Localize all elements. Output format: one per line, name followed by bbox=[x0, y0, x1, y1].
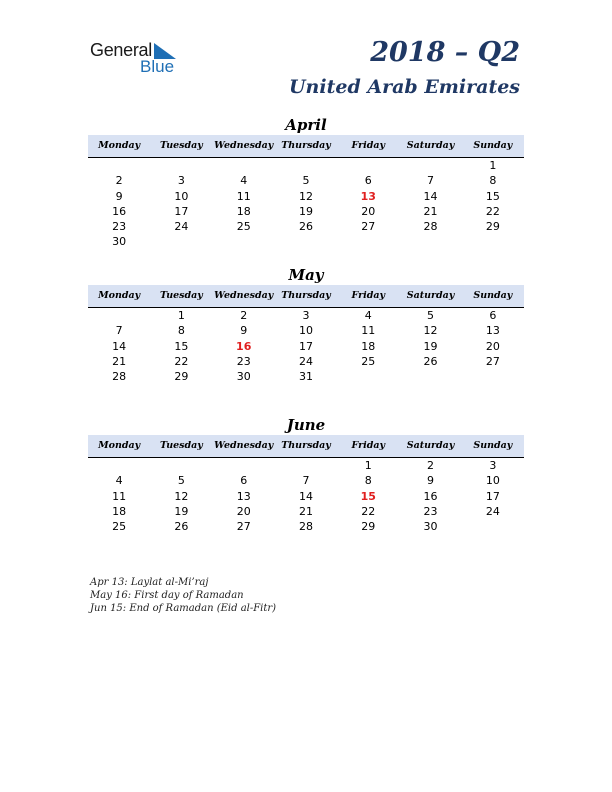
date-cell: 9 bbox=[240, 324, 248, 338]
weekday-label: Friday bbox=[351, 140, 386, 151]
date-cell: 16 bbox=[112, 204, 127, 218]
page-title: 2018 – Q2 bbox=[370, 37, 520, 68]
week-row bbox=[88, 158, 524, 173]
week-row bbox=[88, 354, 524, 369]
date-cell: 8 bbox=[489, 174, 497, 188]
date-cell: 27 bbox=[485, 354, 500, 368]
date-cell: 5 bbox=[177, 474, 185, 488]
date-cell: 17 bbox=[174, 204, 189, 218]
date-cell bbox=[337, 234, 399, 249]
month-title: April bbox=[285, 116, 327, 134]
date-cell: 23 bbox=[236, 354, 251, 368]
date-cell: 2 bbox=[240, 309, 248, 322]
week-row bbox=[88, 204, 524, 219]
date-cell: 19 bbox=[174, 504, 189, 518]
date-cell: 11 bbox=[236, 189, 251, 203]
date-cell: 4 bbox=[240, 174, 248, 188]
week-row bbox=[88, 189, 524, 204]
week-row bbox=[88, 173, 524, 188]
date-cell: 29 bbox=[174, 370, 189, 384]
week-row bbox=[88, 473, 524, 488]
date-cell: 18 bbox=[236, 204, 251, 218]
date-cell: 27 bbox=[236, 520, 251, 534]
week-row bbox=[88, 504, 524, 519]
date-cell: 20 bbox=[361, 204, 376, 218]
date-cell: 18 bbox=[112, 504, 127, 518]
date-cell bbox=[399, 234, 461, 249]
date-cell: 12 bbox=[174, 489, 189, 503]
weekday-label: Wednesday bbox=[214, 140, 274, 151]
date-cell: 30 bbox=[112, 235, 127, 249]
month-june bbox=[88, 415, 524, 534]
weekday-header bbox=[88, 135, 524, 158]
holiday-date: 13 bbox=[360, 189, 376, 203]
date-cell: 12 bbox=[423, 324, 438, 338]
date-cell: 11 bbox=[361, 324, 376, 338]
weekday-label: Thursday bbox=[281, 140, 331, 151]
date-cell: 5 bbox=[302, 174, 310, 188]
date-cell: 24 bbox=[485, 504, 500, 518]
week-row bbox=[88, 308, 524, 323]
weekday-header bbox=[88, 285, 524, 308]
date-cell: 28 bbox=[298, 520, 313, 534]
date-cell: 2 bbox=[115, 174, 123, 188]
weekday-label: Monday bbox=[98, 440, 141, 451]
date-cell: 29 bbox=[485, 220, 500, 234]
week-row bbox=[88, 339, 524, 354]
holiday-note: Jun 15: End of Ramadan (Eid al-Fitr) bbox=[90, 603, 277, 614]
weekday-header bbox=[88, 435, 524, 458]
date-cell bbox=[399, 158, 461, 173]
date-cell: 10 bbox=[485, 474, 500, 488]
date-cell: 30 bbox=[236, 370, 251, 384]
date-cell: 3 bbox=[177, 174, 185, 188]
date-cell: 14 bbox=[112, 339, 127, 353]
date-cell bbox=[462, 519, 524, 534]
date-cell: 12 bbox=[298, 189, 313, 203]
date-cell: 21 bbox=[423, 204, 438, 218]
date-cell: 24 bbox=[174, 220, 189, 234]
weekday-label: Saturday bbox=[406, 290, 455, 301]
date-cell: 4 bbox=[364, 309, 372, 322]
date-cell bbox=[213, 458, 275, 473]
holiday-date: 15 bbox=[360, 489, 376, 503]
date-cell: 6 bbox=[489, 309, 497, 322]
date-cell: 22 bbox=[174, 354, 189, 368]
date-cell: 20 bbox=[485, 339, 500, 353]
date-cell: 7 bbox=[302, 474, 310, 488]
date-cell: 20 bbox=[236, 504, 251, 518]
weekday-label: Tuesday bbox=[160, 290, 203, 301]
date-cell: 10 bbox=[174, 189, 189, 203]
date-cell bbox=[399, 369, 461, 384]
week-row bbox=[88, 519, 524, 534]
date-cell bbox=[150, 234, 212, 249]
date-cell: 18 bbox=[361, 339, 376, 353]
date-cell: 21 bbox=[112, 354, 127, 368]
weekday-label: Thursday bbox=[281, 440, 331, 451]
date-cell: 24 bbox=[298, 354, 313, 368]
weekday-label: Friday bbox=[351, 440, 386, 451]
date-cell bbox=[275, 234, 337, 249]
week-row bbox=[88, 489, 524, 504]
week-row bbox=[88, 369, 524, 384]
date-cell: 19 bbox=[298, 204, 313, 218]
date-cell: 23 bbox=[112, 220, 127, 234]
month-title: May bbox=[288, 266, 324, 284]
weekday-label: Wednesday bbox=[214, 440, 274, 451]
date-cell: 13 bbox=[485, 324, 500, 338]
weekday-label: Monday bbox=[98, 290, 141, 301]
date-cell: 1 bbox=[177, 309, 185, 322]
weekday-label: Friday bbox=[351, 290, 386, 301]
date-cell: 3 bbox=[302, 309, 310, 322]
date-cell: 5 bbox=[427, 309, 435, 322]
date-cell: 10 bbox=[298, 324, 313, 338]
date-cell: 1 bbox=[489, 159, 497, 172]
date-cell: 16 bbox=[423, 489, 438, 503]
holiday-note: Apr 13: Laylat al-Mi’raj bbox=[90, 577, 209, 588]
holiday-date: 16 bbox=[236, 339, 252, 353]
date-cell bbox=[337, 369, 399, 384]
logo-text-blue: Blue bbox=[140, 57, 175, 76]
logo bbox=[90, 40, 190, 76]
date-cell: 4 bbox=[115, 474, 123, 488]
weekday-label: Saturday bbox=[406, 440, 455, 451]
weekday-label: Wednesday bbox=[214, 290, 274, 301]
weekday-label: Thursday bbox=[281, 290, 331, 301]
date-cell: 27 bbox=[361, 220, 376, 234]
date-cell: 31 bbox=[298, 370, 313, 384]
date-cell: 21 bbox=[298, 504, 313, 518]
weekday-label: Saturday bbox=[406, 140, 455, 151]
date-cell: 17 bbox=[298, 339, 313, 353]
date-cell: 26 bbox=[174, 520, 189, 534]
date-cell: 22 bbox=[361, 504, 376, 518]
date-cell: 6 bbox=[364, 174, 372, 188]
date-cell: 26 bbox=[298, 220, 313, 234]
date-cell: 29 bbox=[361, 520, 376, 534]
date-cell: 9 bbox=[115, 189, 123, 203]
date-cell bbox=[150, 458, 212, 473]
date-cell: 13 bbox=[236, 489, 251, 503]
week-row bbox=[88, 234, 524, 249]
logo-text-general: General bbox=[90, 40, 152, 60]
date-cell bbox=[275, 158, 337, 173]
date-cell: 28 bbox=[112, 370, 127, 384]
date-cell: 3 bbox=[489, 459, 497, 472]
date-cell bbox=[88, 308, 150, 323]
date-cell: 11 bbox=[112, 489, 127, 503]
date-cell: 30 bbox=[423, 520, 438, 534]
date-cell: 8 bbox=[364, 474, 372, 488]
weekday-label: Sunday bbox=[473, 140, 513, 151]
week-row bbox=[88, 458, 524, 473]
weekday-label: Monday bbox=[98, 140, 141, 151]
date-cell bbox=[150, 158, 212, 173]
weekday-label: Sunday bbox=[473, 290, 513, 301]
week-row bbox=[88, 323, 524, 338]
date-cell: 14 bbox=[423, 189, 438, 203]
date-cell bbox=[88, 158, 150, 173]
month-may bbox=[88, 265, 524, 384]
date-cell: 6 bbox=[240, 474, 248, 488]
date-cell bbox=[462, 369, 524, 384]
date-cell bbox=[213, 234, 275, 249]
weekday-label: Sunday bbox=[473, 440, 513, 451]
date-cell: 28 bbox=[423, 220, 438, 234]
date-cell: 7 bbox=[115, 324, 123, 338]
date-cell: 17 bbox=[485, 489, 500, 503]
date-cell: 25 bbox=[361, 354, 376, 368]
date-cell: 8 bbox=[177, 324, 185, 338]
date-cell bbox=[337, 158, 399, 173]
holiday-note: May 16: First day of Ramadan bbox=[90, 590, 244, 601]
date-cell: 7 bbox=[427, 174, 435, 188]
page-subtitle: United Arab Emirates bbox=[288, 76, 520, 98]
date-cell: 15 bbox=[485, 189, 500, 203]
date-cell bbox=[462, 234, 524, 249]
date-cell: 23 bbox=[423, 504, 438, 518]
week-row bbox=[88, 219, 524, 234]
date-cell: 1 bbox=[364, 459, 372, 472]
date-cell: 26 bbox=[423, 354, 438, 368]
date-cell: 22 bbox=[485, 204, 500, 218]
month-april bbox=[88, 115, 524, 250]
date-cell bbox=[275, 458, 337, 473]
holiday-notes bbox=[90, 576, 276, 615]
weekday-label: Tuesday bbox=[160, 140, 203, 151]
month-title: June bbox=[286, 416, 326, 434]
date-cell: 15 bbox=[174, 339, 189, 353]
date-cell: 19 bbox=[423, 339, 438, 353]
date-cell: 25 bbox=[236, 220, 251, 234]
date-cell: 14 bbox=[298, 489, 313, 503]
date-cell: 2 bbox=[427, 459, 435, 472]
date-cell: 9 bbox=[427, 474, 435, 488]
date-cell bbox=[88, 458, 150, 473]
date-cell bbox=[213, 158, 275, 173]
weekday-label: Tuesday bbox=[160, 440, 203, 451]
date-cell: 25 bbox=[112, 520, 127, 534]
